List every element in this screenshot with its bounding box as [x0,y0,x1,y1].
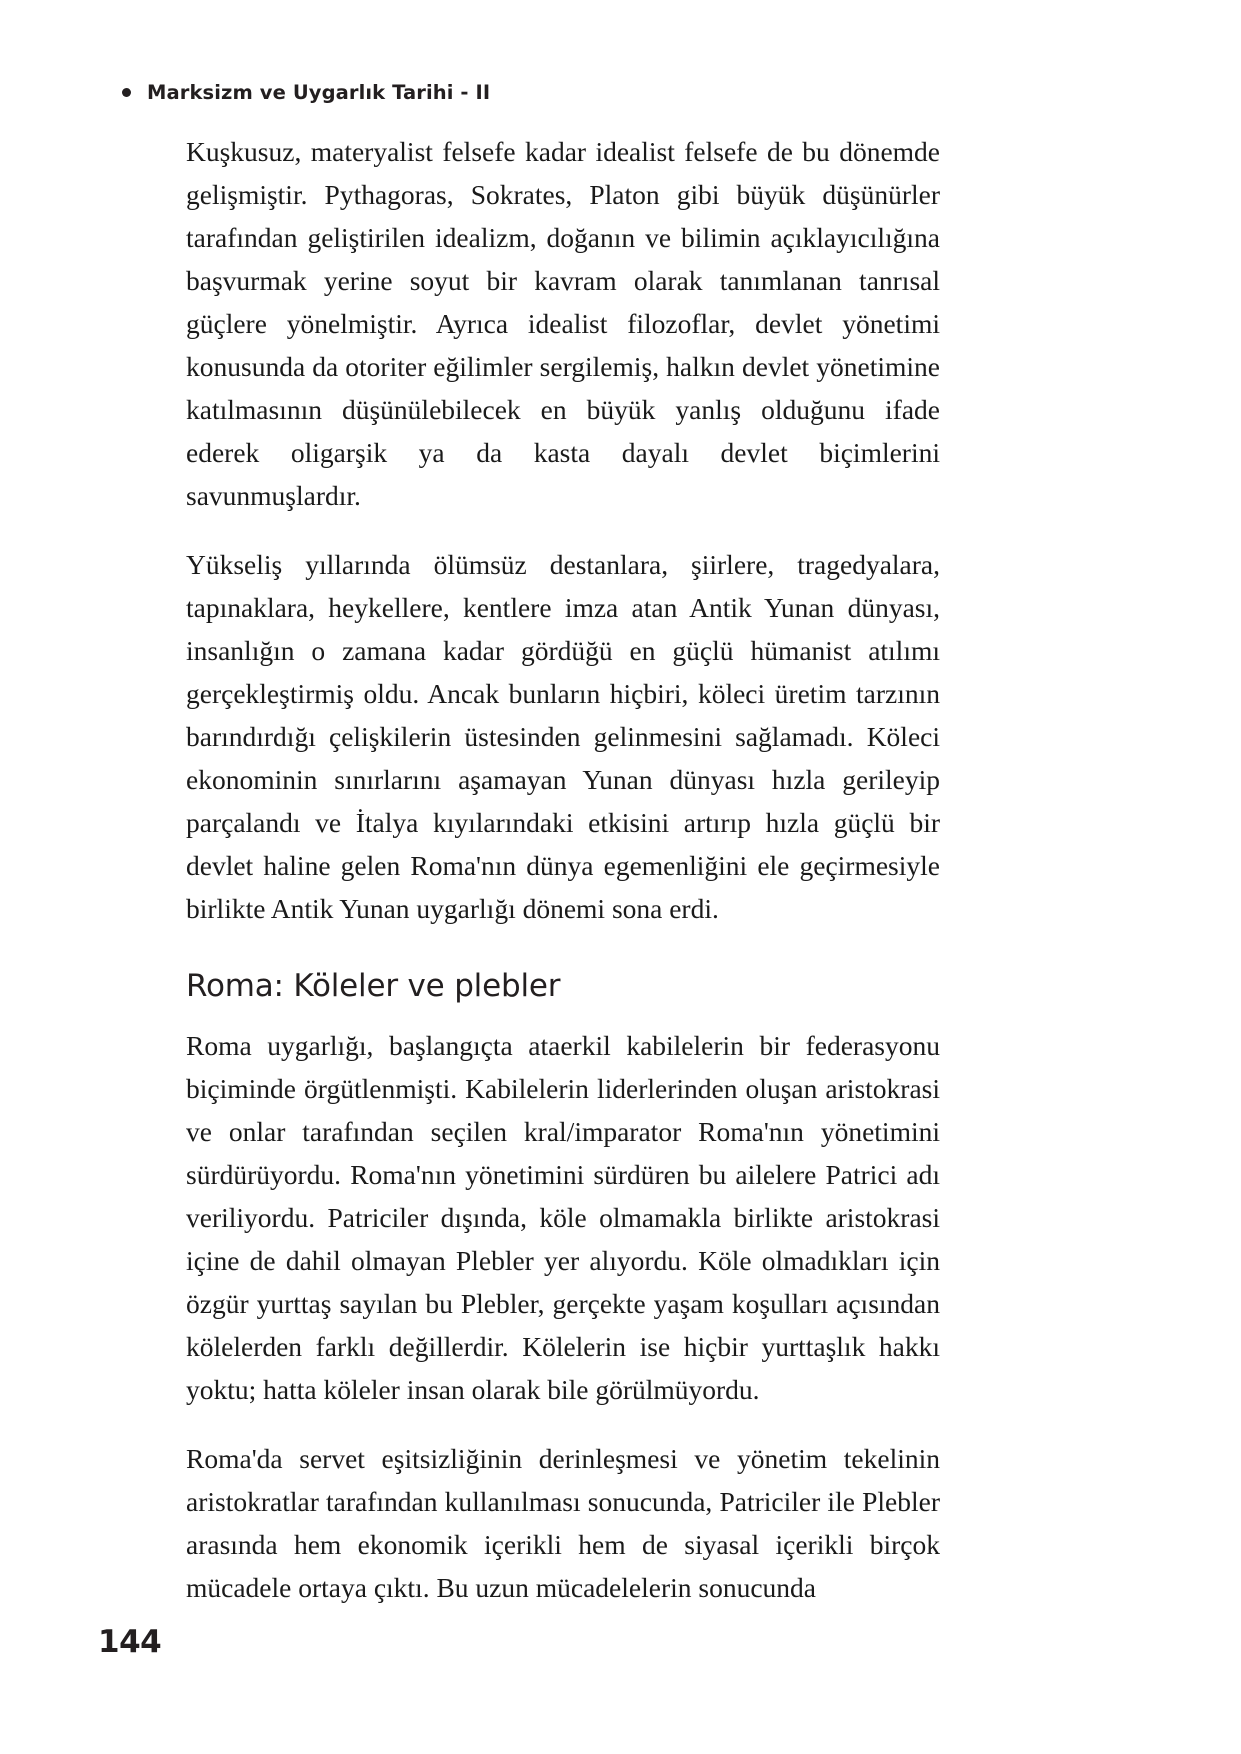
running-head-title: Marksizm ve Uygarlık Tarihi - II [147,80,491,104]
text-column [186,130,940,1609]
bullet-dot-icon [122,88,131,97]
paragraph: Roma'da servet eşitsizliğinin derinleşmesi ve yönetim tekelinin aristokratlar tarafından kullanılması sonucunda, Patriciler ile Plebler arasında hem ekonomik içerikli hem de siyasal içerikli birçok mücadele ortaya çıktı. Bu uzun mücadelelerin sonucunda [186,1443,940,1603]
page-number: 144 [98,1624,162,1660]
paragraph: Yükseliş yıllarında ölümsüz destanlara, şiirlere, tragedyalara, tapınaklara, heykellere, kentlere imza atan Antik Yunan dünyası, insanlığın o zamana kadar gördüğü en güçlü hümanist atılımı gerçekleştirmiş oldu. Ancak bunların hiçbiri, köleci üretim tarzının barındırdığı çelişkilerin üstesinden gelinmesini sağlamadı. Köleci ekonominin sınırlarını aşamayan Yunan dünyası hızla gerileyip parçalandı ve İtalya kıyılarındaki etkisini artırıp hızla güçlü bir devlet haline gelen Roma'nın dünya egemenliğini ele geçirmesiyle birlikte Antik Yunan uygarlığı dönemi sona erdi. [186,549,940,924]
paragraph: Roma uygarlığı, başlangıçta ataerkil kabilelerin bir federasyonu biçiminde örgütlenmişti. Kabilelerin liderlerinden oluşan aristokrasi ve onlar tarafından seçilen kral/imparator Roma'nın yönetimini sürdürüyordu. Roma'nın yönetimini sürdüren bu ailelere Patrici adı veriliyordu. Patriciler dışında, köle olmamakla birlikte aristokrasi içine de dahil olmayan Plebler yer alıyordu. Köle olmadıkları için özgür yurttaş sayılan bu Plebler, gerçekte yaşam koşulları açısından kölelerden farklı değillerdir. Kölelerin ise hiçbir yurttaşlık hakkı yoktu; hatta köleler insan olarak bile görülmüyordu. [186,1030,940,1405]
section-heading: Roma: Köleler ve plebler [186,968,561,1004]
paragraph: Kuşkusuz, materyalist felsefe kadar idealist felsefe de bu dönemde gelişmiştir. Pythagoras, Sokrates, Platon gibi büyük düşünürler tarafından geliştirilen idealizm, doğanın ve bilimin açıklayıcılığına başvurmak yerine soyut bir kavram olarak tanımlanan tanrısal güçlere yönelmiştir. Ayrıca idealist filozoflar, devlet yönetimi konusunda da otoriter eğilimler sergilemiş, halkın devlet yönetimine katılmasının düşünülebilecek en büyük yanlış olduğunu ifade ederek oligarşik ya da kasta dayalı devlet biçimlerini savunmuşlardır. [186,136,940,511]
running-head [122,78,490,106]
